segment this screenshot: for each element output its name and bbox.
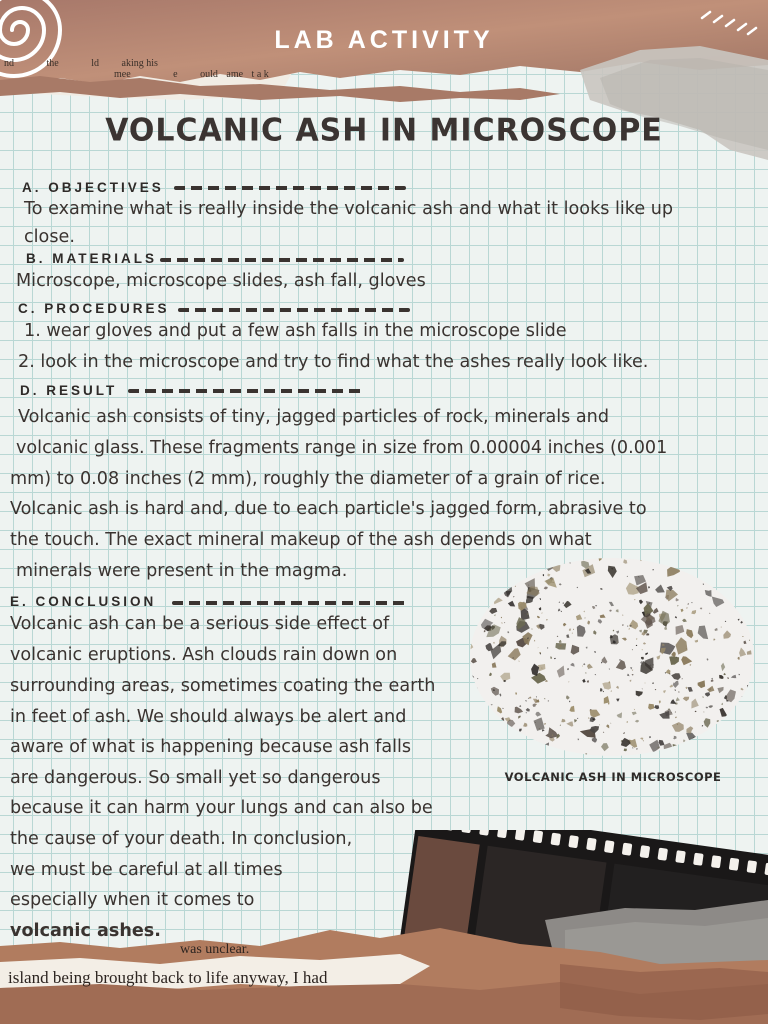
conclusion-line: surrounding areas, sometimes coating the earth <box>10 676 436 696</box>
image-caption: VOLCANIC ASH IN MICROSCOPE <box>504 770 722 784</box>
conclusion-line: because it can harm your lungs and can also be <box>10 798 433 818</box>
book-text-line: was unclear. <box>180 942 250 957</box>
result-line: minerals were present in the magma. <box>16 561 348 581</box>
objectives-heading: A. OBJECTIVES <box>22 180 164 195</box>
book-fragment-top <box>4 58 284 80</box>
result-heading: D. RESULT <box>20 383 118 398</box>
procedures-heading: C. PROCEDURES <box>18 301 170 316</box>
conclusion-line: the cause of your death. In conclusion, <box>10 829 353 849</box>
conclusion-line: volcanic eruptions. Ash clouds rain down on <box>10 645 398 665</box>
conclusion-line: aware of what is happening because ash falls <box>10 737 412 757</box>
book-fragment-line <box>180 942 249 958</box>
book-word: the <box>46 58 59 69</box>
book-word: ould <box>200 69 218 80</box>
conclusion-line: are dangerous. So small yet so dangerous <box>10 768 381 788</box>
conclusion-bold-text: volcanic ashes. <box>10 921 161 941</box>
book-text-line: island being brought back to life anyway, I had <box>8 968 328 987</box>
divider-dashes <box>178 308 410 312</box>
book-word: ame <box>226 69 244 80</box>
book-word: mee <box>114 69 131 80</box>
divider-dashes <box>128 389 362 393</box>
book-word: aking his <box>121 58 158 69</box>
book-fragment-line <box>8 968 327 988</box>
conclusion-heading: E. CONCLUSION <box>10 594 157 609</box>
conclusion-line: in feet of ash. We should always be alert and <box>10 707 407 727</box>
result-line: volcanic glass. These fragments range in size from 0.00004 inches (0.001 <box>16 438 668 458</box>
result-line: Volcanic ash consists of tiny, jagged particles of rock, minerals and <box>18 407 609 427</box>
conclusion-line: especially when it comes to <box>10 890 255 910</box>
conclusion-line: we must be careful at all times <box>10 860 283 880</box>
result-line: the touch. The exact mineral makeup of the ash depends on what <box>10 530 592 550</box>
book-word: t a k <box>251 69 269 80</box>
conclusion-line: Volcanic ash can be a serious side effect of <box>10 614 390 634</box>
materials-line: Microscope, microscope slides, ash fall, gloves <box>16 271 426 291</box>
objectives-line: close. <box>24 227 75 247</box>
objectives-line: To examine what is really inside the volcanic ash and what it looks like up <box>24 199 674 219</box>
materials-heading: B. MATERIALS <box>26 251 157 266</box>
page-title: VOLCANIC ASH IN MICROSCOPE <box>105 112 663 149</box>
procedure-step-1: 1. wear gloves and put a few ash falls in the microscope slide <box>24 321 567 341</box>
lab-activity-label: LAB ACTIVITY <box>274 26 494 54</box>
divider-dashes <box>160 258 404 262</box>
book-word: ld <box>91 58 99 69</box>
divider-dashes <box>172 601 408 605</box>
ash-particles-illustration <box>470 558 754 756</box>
book-word: e <box>173 69 178 80</box>
microscope-ash-image <box>470 558 754 756</box>
divider-dashes <box>174 186 406 190</box>
procedure-step-2: 2. look in the microscope and try to find what the ashes really look like. <box>18 352 649 372</box>
result-line: Volcanic ash is hard and, due to each particle's jagged form, abrasive to <box>10 499 647 519</box>
book-word: nd <box>4 58 14 69</box>
result-line: mm) to 0.08 inches (2 mm), roughly the diameter of a grain of rice. <box>10 469 606 489</box>
